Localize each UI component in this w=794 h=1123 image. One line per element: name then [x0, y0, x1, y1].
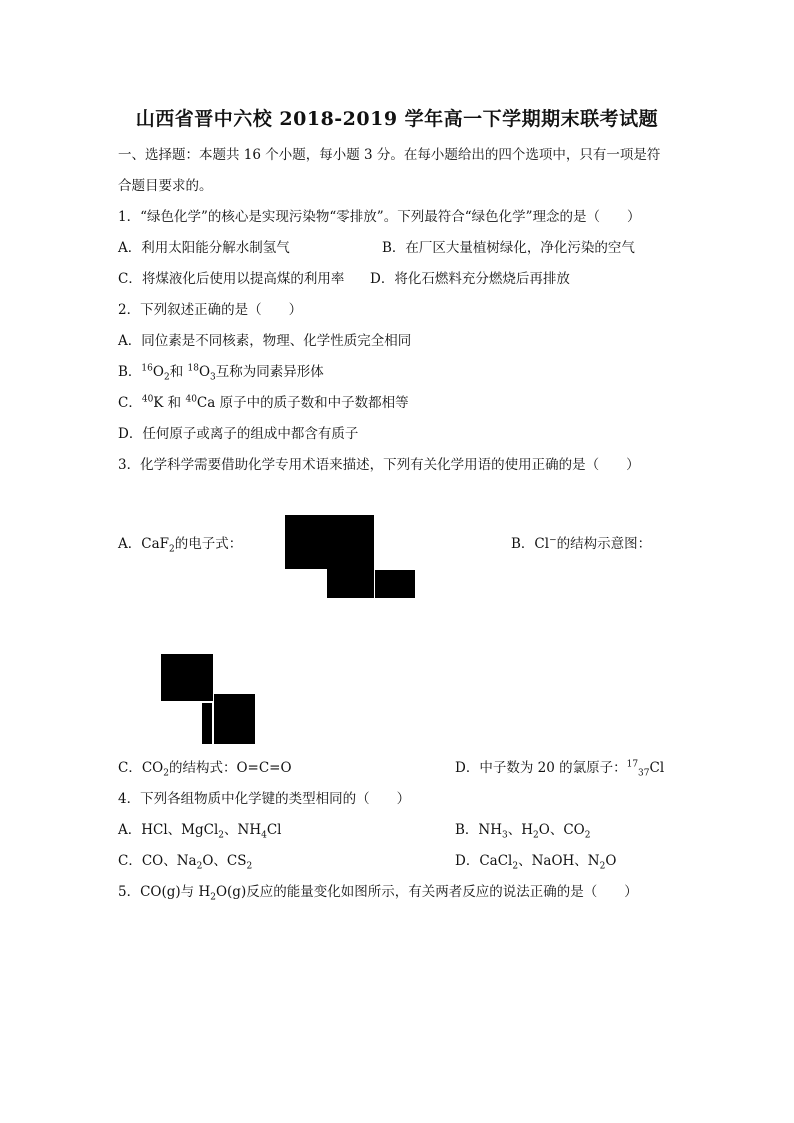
q3-option-b: B．Cl−的结构示意图：	[511, 535, 652, 552]
q1-option-a: A．利用太阳能分解水制氢气	[118, 240, 290, 256]
q2-option-b: B．$^{16}O_2$和 $^{18}O_3$互称为同素异形体	[118, 363, 324, 383]
q2-option-d: D．任何原子或离子的组成中都含有质子	[118, 426, 359, 442]
q1-stem: 1．“绿色化学”的核心是实现污染物“零排放”。下列最符合“绿色化学”理念的是（ ）	[118, 209, 641, 225]
q3-option-a: A．CaF$_2$的电子式：	[118, 536, 243, 555]
q2-stem: 2．下列叙述正确的是（ ）	[118, 302, 303, 318]
q1-option-d: D．将化石燃料充分燃烧后再排放	[370, 271, 570, 287]
q4-option-c: C．CO、$Na_2O$、$CS_2$	[118, 853, 253, 872]
q3-option-c: C．$CO_2$的结构式：O=C=O	[118, 760, 292, 779]
q4-option-a: A．HCl、MgCl$_2$、$NH_4Cl$	[118, 822, 282, 841]
q5-stem: 5．CO(g)与 $H_2O(g)$反应的能量变化如图所示，有关两者反应的说法正确的是（ ）	[118, 884, 638, 903]
q4-stem: 4．下列各组物质中化学键的类型相同的（ ）	[118, 791, 411, 807]
q1-option-c: C．将煤液化后使用以提高煤的利用率	[118, 271, 345, 287]
q2-option-c: C．$^{40}$K 和 $^{40}$Ca 原子中的质子数和中子数都相等	[118, 394, 409, 411]
q4-option-d: D．CaCl$_2$、NaOH、$N_2O$	[455, 853, 617, 872]
q3-stem: 3．化学科学需要借助化学专用术语来描述，下列有关化学用语的使用正确的是（ ）	[118, 457, 640, 473]
q1-option-b: B．在厂区大量植树绿化，净化污染的空气	[382, 240, 635, 256]
q4-option-b: B．$NH_3$、$H_2O$、$CO_2$	[455, 822, 591, 841]
section-heading-line-2: 合题目要求的。	[118, 178, 213, 194]
q3-option-d: D．中子数为 20 的氯原子：$^{17}_{37}$Cl	[455, 759, 665, 779]
page-title: 山西省晋中六校 2018-2019 学年高一下学期期末联考试题	[135, 108, 659, 130]
section-heading-line-1: 一、选择题：本题共 16 个小题，每小题 3 分。在每小题给出的四个选项中，只有一项是符	[118, 147, 661, 163]
q2-option-a: A．同位素是不同核素，物理、化学性质完全相同	[118, 333, 412, 349]
